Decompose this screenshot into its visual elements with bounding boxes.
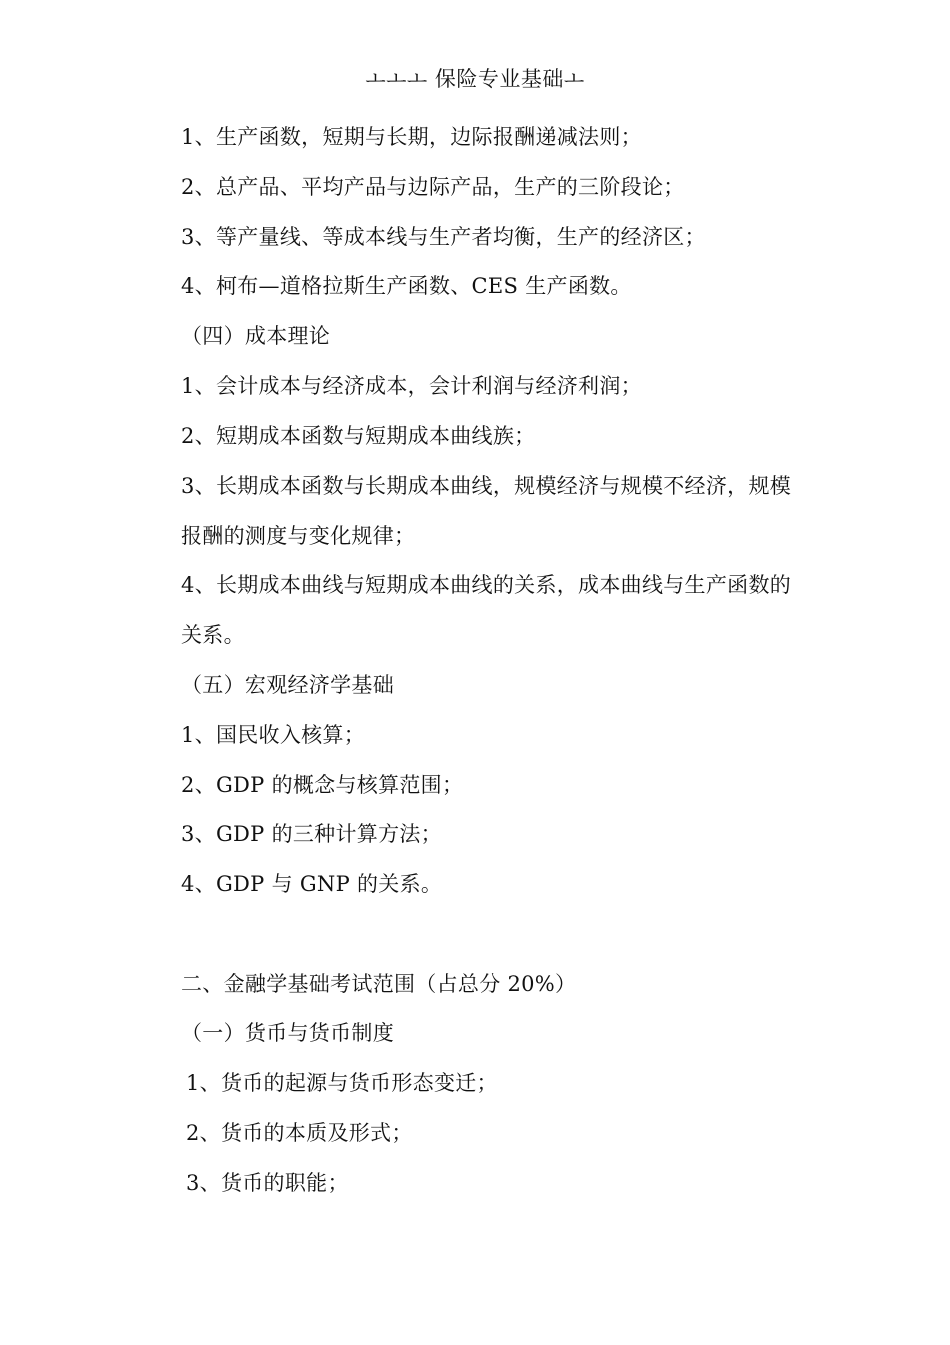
text-line: 报酬的测度与变化规律； xyxy=(181,524,416,548)
text-line: 2、GDP 的概念与核算范围； xyxy=(181,773,464,797)
text-line: 2、总产品、平均产品与边际产品，生产的三阶段论； xyxy=(181,175,685,199)
chapter-heading: 二、金融学基础考试范围（占总分 20%） xyxy=(181,972,577,996)
text-line: 3、GDP 的三种计算方法； xyxy=(181,822,442,846)
section-heading: （一）货币与货币制度 xyxy=(181,1021,394,1045)
text-line: 3、等产量线、等成本线与生产者均衡，生产的经济区； xyxy=(181,225,706,249)
text-line: 1、货币的起源与货币形态变迁； xyxy=(186,1071,498,1095)
text-line: 1、生产函数，短期与长期，边际报酬递减法则； xyxy=(181,125,642,149)
text-line: 关系。 xyxy=(181,623,245,647)
text-line: 2、货币的本质及形式； xyxy=(186,1121,413,1145)
text-line: 1、国民收入核算； xyxy=(181,723,366,747)
text-line: 3、货币的职能； xyxy=(186,1171,349,1195)
text-line: 1、会计成本与经济成本，会计利润与经济利润； xyxy=(181,374,642,398)
text-line: 2、短期成本函数与短期成本曲线族； xyxy=(181,424,536,448)
text-line: 4、GDP 与 GNP 的关系。 xyxy=(181,872,443,896)
text-line: 4、长期成本曲线与短期成本曲线的关系，成本曲线与生产函数的 xyxy=(181,573,792,597)
page-header-title: ￌￌￌ 保险专业基础ￌ xyxy=(365,67,585,91)
section-heading: （五）宏观经济学基础 xyxy=(181,673,394,697)
text-line: 4、柯布—道格拉斯生产函数、CES 生产函数。 xyxy=(181,274,632,298)
section-heading: （四）成本理论 xyxy=(181,324,331,348)
text-line: 3、长期成本函数与长期成本曲线，规模经济与规模不经济，规模 xyxy=(181,474,792,498)
